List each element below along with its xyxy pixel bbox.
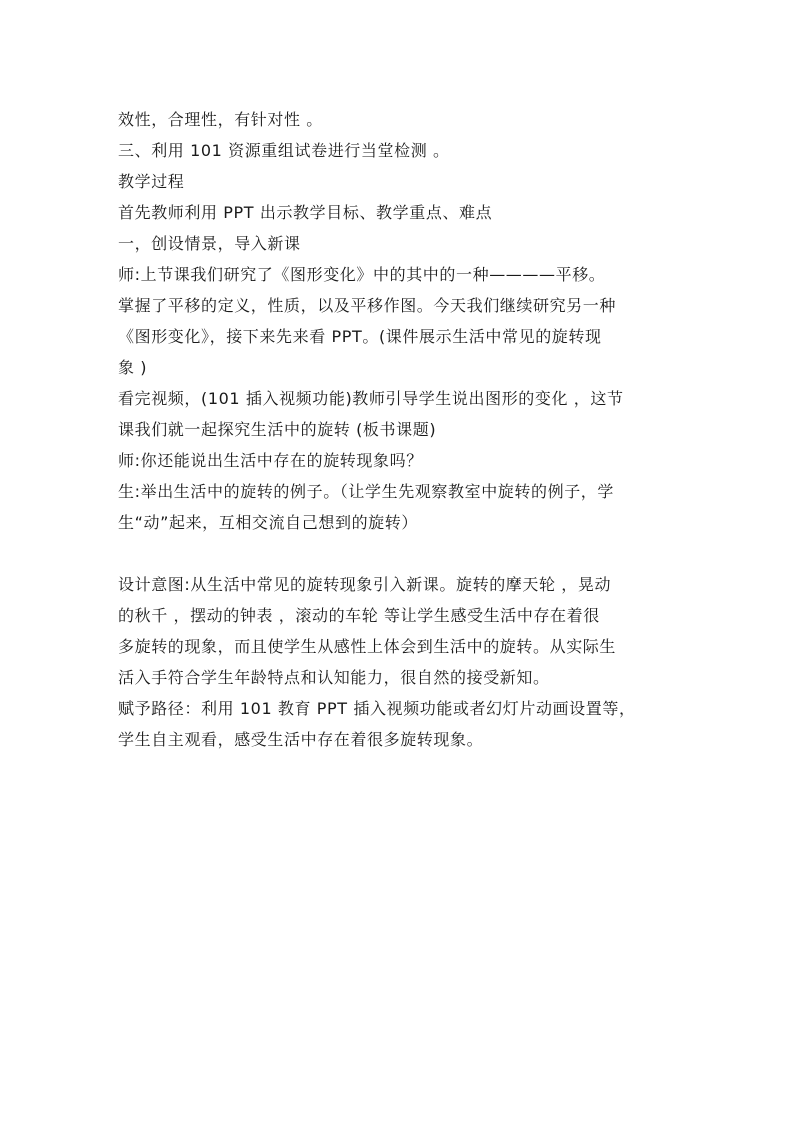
text-line: 《图形变化》，接下来先来看 PPT。(课件展示生活中常见的旋转现 [118,327,602,346]
text-line: 设计意图:从生活中常见的旋转现象引入新课。旋转的摩天轮 ，晃动 [118,575,612,594]
text-line: 课我们就一起探究生活中的旋转 (板书课题) [118,420,437,439]
text-line: 生“动”起来，互相交流自己想到的旋转） [118,513,418,532]
section-heading: 教学过程 [118,172,185,191]
text-line: 象 ) [118,358,148,377]
text-line: 活入手符合学生年龄特点和认知能力，很自然的接受新知。 [118,668,550,687]
text-line: 效性，合理性，有针对性 。 [118,110,323,129]
text-line: 的秋千 ，摆动的钟表 ，滚动的车轮 等让学生感受生活中存在着很 [118,606,600,625]
text-line: 赋予路径：利用 101 教育 PPT 插入视频功能或者幻灯片动画设置等， [118,699,636,718]
text-line: 师:你还能说出生活中存在的旋转现象吗？ [118,451,423,470]
text-line: 师:上节课我们研究了《图形变化》中的其中的一种————平移。 [118,265,606,284]
text-line: 生:举出生活中的旋转的例子。（让学生先观察教室中旋转的例子，学 [118,482,614,501]
text-line: 多旋转的现象，而且使学生从感性上体会到生活中的旋转。从实际生 [118,637,617,656]
section-heading: 一，创设情景，导入新课 [118,234,301,253]
text-line: 首先教师利用 PPT 出示教学目标、教学重点、难点 [118,203,493,222]
document-body [118,104,688,755]
blank-line [118,538,688,569]
text-line: 看完视频，(101 插入视频功能)教师引导学生说出图形的变化 ，这节 [118,389,624,408]
text-line: 学生自主观看，感受生活中存在着很多旋转现象。 [118,730,484,749]
text-line: 掌握了平移的定义，性质，以及平移作图。今天我们继续研究另一种 [118,296,617,315]
text-line: 三、利用 101 资源重组试卷进行当堂检测 。 [118,141,450,160]
